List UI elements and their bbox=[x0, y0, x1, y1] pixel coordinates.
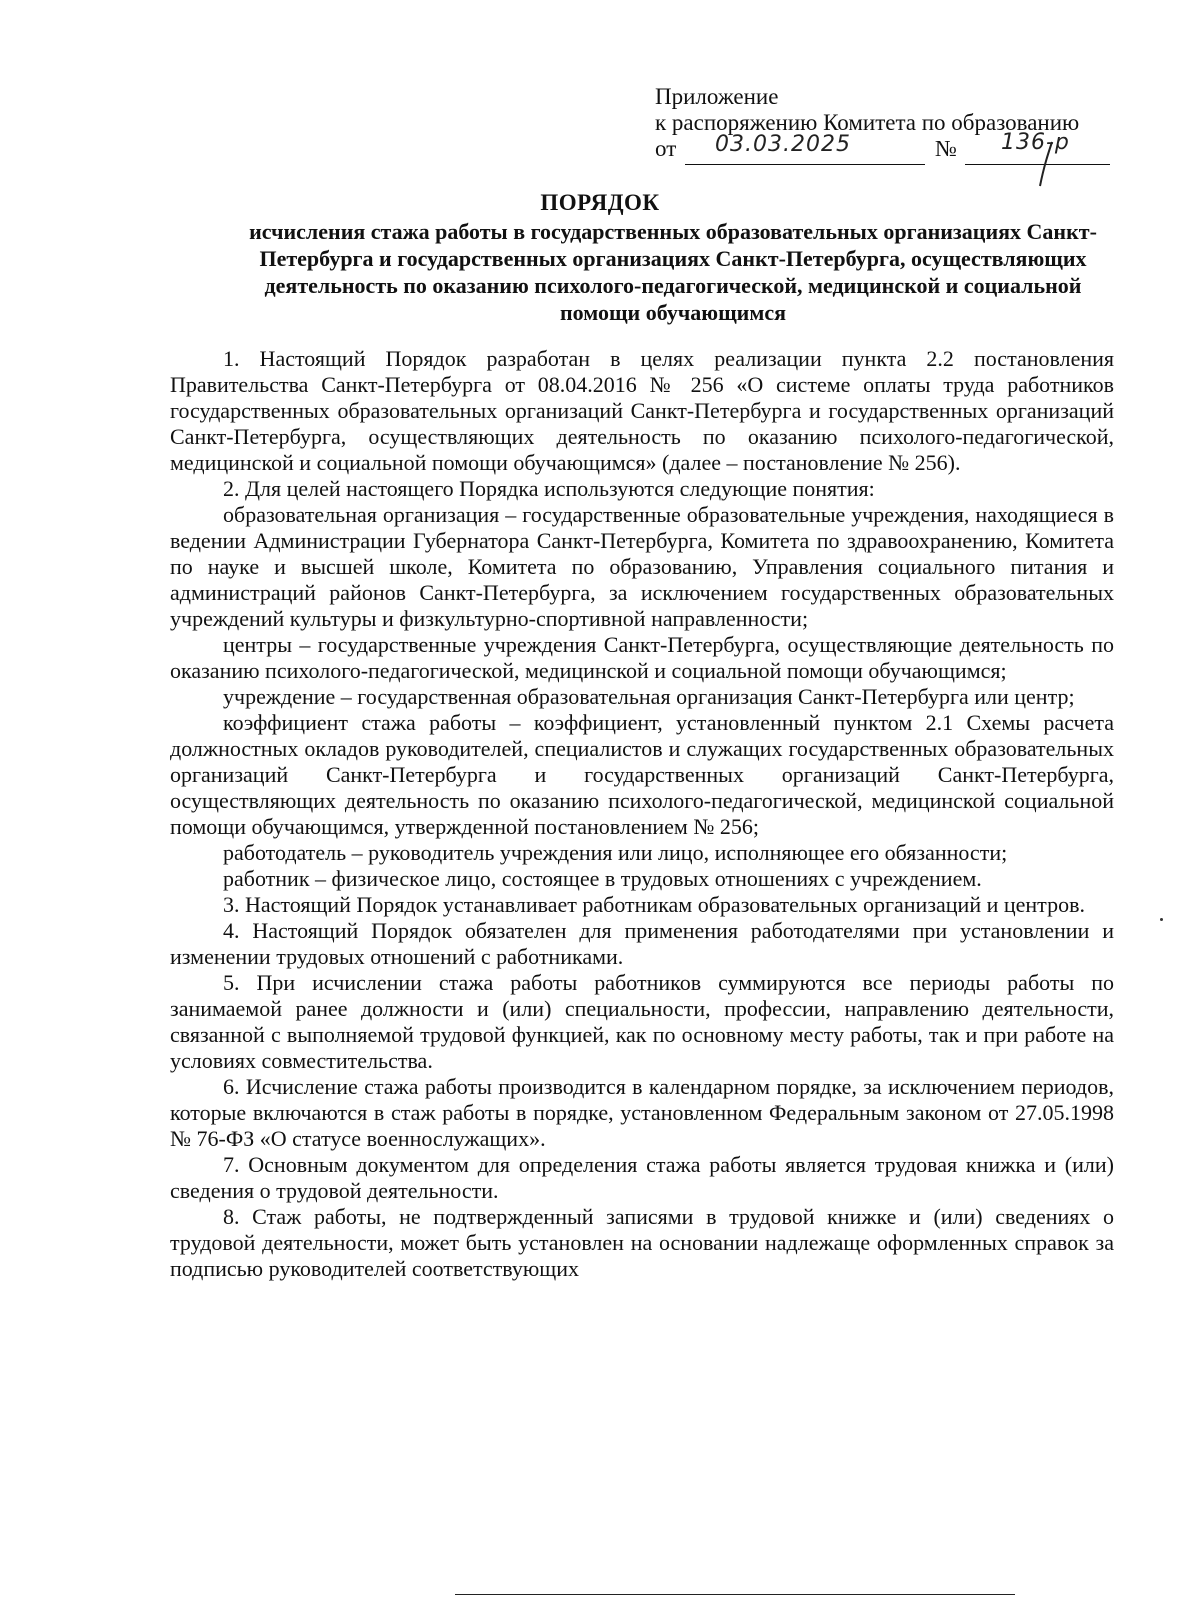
paragraph-6: 6. Исчисление стажа работы производится в календарном порядке, за исключением периодов, которые включаются в стаж работы в порядке, установленном Федеральным законом от 27.05.1998 № 76-ФЗ «О статусе военнослужащих». bbox=[170, 1074, 1114, 1151]
signature-stroke-icon bbox=[1030, 140, 1060, 190]
definition-employee: работник – физическое лицо, состоящее в трудовых отношениях с учреждением. bbox=[223, 866, 982, 891]
definition-employer: работодатель – руководитель учреждения или лицо, исполняющее его обязанности; bbox=[223, 840, 1008, 865]
handwritten-date: 03.03.2025 bbox=[715, 132, 851, 157]
date-field bbox=[685, 132, 925, 165]
definition-seniority-coefficient: коэффициент стажа работы – коэффициент, установленный пунктом 2.1 Схемы расчета должностных окладов руководителей, специалистов и служащих государственных образовательных организаций Санкт-Петербурга и государственных организаций Санкт-Петербурга, осуществляющих деятельность по оказанию психолого-педагогической, медицинской социальной помощи обучающимся, утвержденной постановлением № 256; bbox=[170, 710, 1114, 839]
document-subtitle: исчисления стажа работы в государственных образовательных организациях Санкт-Петербурга и государственных организациях Санкт-Петербурга, осуществляющих деятельность по оказанию психолого-педагогической, медицинской и социальной помощи обучающимся bbox=[249, 219, 1097, 325]
appendix-reference: к распоряжению Комитета по образованию bbox=[655, 110, 1080, 135]
paragraph-5: 5. При исчислении стажа работы работников суммируются все периоды работы по занимаемой ранее должности и (или) специальности, профессии, направлению деятельности, связанной с выполняемой трудовой функцией, как по основному месту работы, так и при работе на условиях совместительства. bbox=[170, 970, 1114, 1073]
definition-institution: учреждение – государственная образовательная организация Санкт-Петербурга или центр; bbox=[223, 684, 1075, 709]
handwritten-number: 136-р bbox=[1001, 130, 1070, 155]
definition-educational-organization: образовательная организация – государственные образовательные учреждения, находящиеся в ведении Администрации Губернатора Санкт-Петербурга, Комитета по здравоохранению, Комитета по науке и высшей школе, Комитета по образованию, Управления социального питания и администраций районов Санкт-Петербурга, за исключением государственных образовательных учреждений культуры и физкультурно-спортивной направленности; bbox=[170, 502, 1114, 631]
paragraph-1: 1. Настоящий Порядок разработан в целях реализации пункта 2.2 постановления Правительства Санкт-Петербурга от 08.04.2016 № 256 «О системе оплаты труда работников государственных образовательных организаций Санкт-Петербурга и государственных организаций Санкт-Петербурга, осуществляющих деятельность по оказанию психолого-педагогической, медицинской и социальной помощи обучающимся» (далее – постановление № 256). bbox=[170, 346, 1114, 475]
paragraph-3: 3. Настоящий Порядок устанавливает работникам образовательных организаций и центров. bbox=[223, 892, 1085, 917]
definition-centers: центры – государственные учреждения Санкт-Петербурга, осуществляющие деятельность по оказанию психолого-педагогической, медицинской и социальной помощи обучающимся; bbox=[170, 632, 1114, 683]
scan-artifact-dot bbox=[1160, 918, 1163, 921]
paragraph-7: 7. Основным документом для определения стажа работы является трудовая книжка и (или) сведения о трудовой деятельности. bbox=[170, 1152, 1114, 1203]
paragraph-4: 4. Настоящий Порядок обязателен для применения работодателями при установлении и изменении трудовых отношений с работниками. bbox=[170, 918, 1114, 969]
paragraph-2: 2. Для целей настоящего Порядка используются следующие понятия: bbox=[223, 476, 875, 501]
date-label: от bbox=[655, 136, 677, 161]
number-label: № bbox=[935, 136, 957, 161]
page-bottom-rule bbox=[455, 1594, 1015, 1595]
appendix-title: Приложение bbox=[655, 84, 779, 109]
paragraph-8: 8. Стаж работы, не подтвержденный записями в трудовой книжке и (или) сведениях о трудовой деятельности, может быть установлен на основании надлежаще оформленных справок за подписью руководителей соответствующих bbox=[170, 1204, 1114, 1281]
document-body bbox=[170, 346, 1114, 1282]
document-title: ПОРЯДОК bbox=[540, 190, 660, 215]
